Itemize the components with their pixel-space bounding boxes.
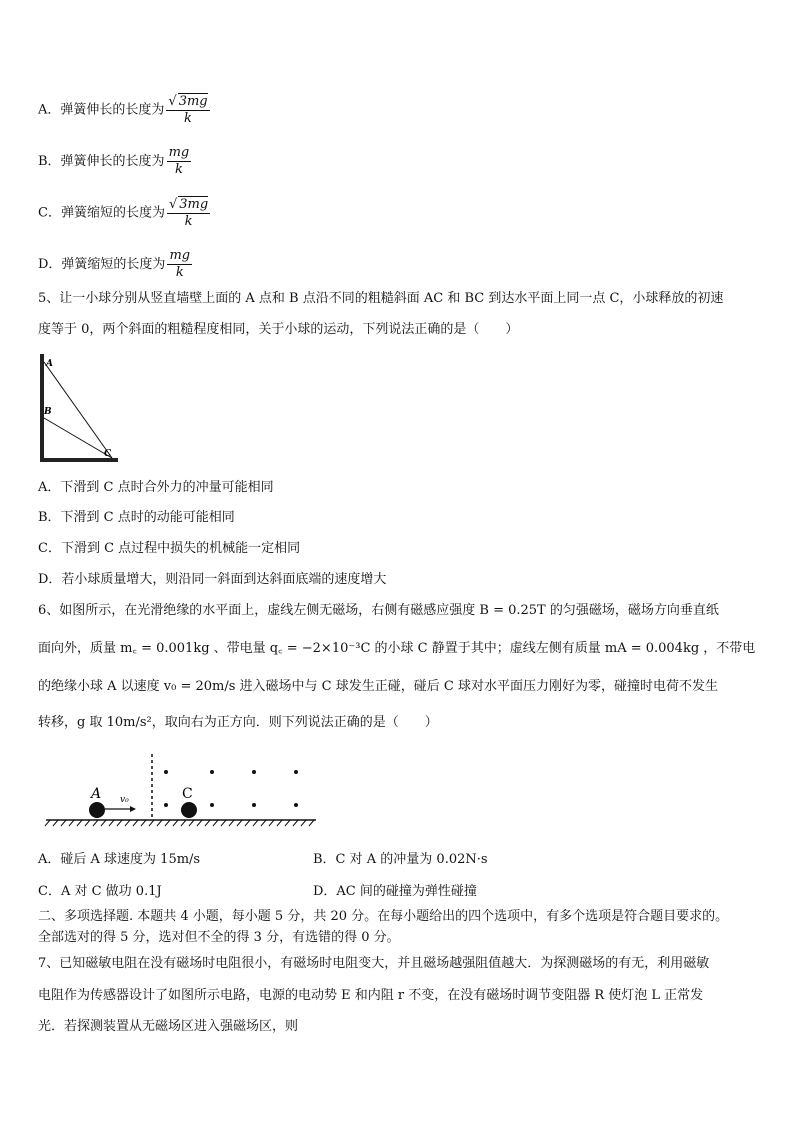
fraction <box>166 93 209 127</box>
q6-option-b: B．C 对 A 的冲量为 0.02N·s <box>313 852 488 867</box>
q4-option-b <box>38 145 191 178</box>
q7-line1: 7、已知磁敏电阻在没有磁场时电阻很小，有磁场时电阻变大，并且磁场越强阻值越大．为探测磁场的有无，利用磁敏 <box>38 956 710 971</box>
ball-c <box>181 802 197 818</box>
q5-option-a: A．下滑到 C 点时合外力的冲量可能相同 <box>38 480 274 495</box>
q6-stem-line3: 的绝缘小球 A 以速度 v₀ = 20m/s 进入磁场中与 C 球发生正碰，碰后 C 球对水平面压力刚好为零，碰撞时电荷不发生 <box>38 679 718 694</box>
section2-line2: 全部选对的得 5 分，选对但不全的得 3 分，有选错的得 0 分。 <box>38 930 400 945</box>
floor-hatching <box>45 820 314 826</box>
q4-option-d <box>38 248 192 281</box>
q6-stem-line4: 转移，g 取 10m/s²，取向右为正方向．则下列说法正确的是（ ） <box>38 715 438 730</box>
fraction <box>167 145 192 178</box>
q6-collision-figure <box>40 752 320 832</box>
q4-option-a-prefix: A．弹簧伸长的长度为 <box>38 102 165 118</box>
q5-option-c: C．下滑到 C 点过程中损失的机械能一定相同 <box>38 541 301 556</box>
point-c-label: C <box>104 449 112 459</box>
fraction-denominator: k <box>175 265 184 280</box>
q4-option-c-prefix: C．弹簧缩短的长度为 <box>38 205 165 221</box>
fraction <box>167 248 192 281</box>
ball-c-label: C <box>182 786 193 802</box>
point-b-label: B <box>44 407 52 417</box>
q7-line2: 电阻作为传感器设计了如图所示电路，电源的电动势 E 和内阻 r 不变，在没有磁场时调节变阻器 R 使灯泡 L 正常发 <box>38 988 704 1003</box>
fraction-numerator: 3mg <box>178 94 208 109</box>
velocity-arrowhead <box>130 806 136 812</box>
fraction-denominator: k <box>174 162 183 177</box>
q6-stem-line2: 面向外，质量 m꜀ = 0.001kg 、带电量 q꜀ = −2×10⁻³C 的小球 C 静置于其中；虚线左侧有质量 mA = 0.004kg ，不带电 <box>38 641 756 656</box>
ball-a-label: A <box>91 786 102 802</box>
q6-option-a: A．碰后 A 球速度为 15m/s <box>38 852 201 867</box>
incline-bc <box>44 418 112 458</box>
q5-option-d: D．若小球质量增大，则沿同一斜面到达斜面底端的速度增大 <box>38 572 387 587</box>
q5-option-b: B．下滑到 C 点时的动能可能相同 <box>38 510 235 525</box>
q5-stem-line1: 5、让一小球分别从竖直墙壁上面的 A 点和 B 点沿不同的粗糙斜面 AC 和 BC 到达水平面上同一点 C，小球释放的初速 <box>38 291 724 306</box>
incline-ac <box>44 362 112 458</box>
fraction-numerator: 3mg <box>179 197 209 212</box>
q4-option-a <box>38 93 210 127</box>
fraction-denominator: k <box>184 111 192 126</box>
q5-incline-figure <box>36 352 122 468</box>
section2-line1: 二、多项选择题. 本题共 4 小题，每小题 5 分，共 20 分。在每小题给出的四个选项中，有多个选项是符合题目要求的。 <box>38 909 729 924</box>
q4-option-c <box>38 196 210 230</box>
sqrt-symbol: √ <box>168 197 178 212</box>
q6-option-c: C．A 对 C 做功 0.1J <box>38 884 162 899</box>
q6-stem-line1: 6、如图所示，在光滑绝缘的水平面上，虚线左侧无磁场，右侧有磁感应强度 B = 0.25T 的匀强磁场，磁场方向垂直纸 <box>38 603 719 618</box>
q7-line3: 光．若探测装置从无磁场区进入强磁场区，则 <box>38 1019 299 1034</box>
ball-a <box>89 802 105 818</box>
sqrt-symbol: √ <box>168 94 177 109</box>
fraction <box>167 196 210 230</box>
fraction-denominator: k <box>184 214 193 229</box>
q4-option-d-prefix: D．弹簧缩短的长度为 <box>38 257 166 272</box>
point-a-label: A <box>46 359 53 369</box>
velocity-label: v₀ <box>120 795 129 805</box>
fraction-numerator: mg <box>168 145 190 160</box>
q5-stem-line2: 度等于 0，两个斜面的粗糙程度相同，关于小球的运动，下列说法正确的是（ ） <box>38 322 519 337</box>
q4-option-b-prefix: B．弹簧伸长的长度为 <box>38 154 165 169</box>
q6-option-d: D．AC 间的碰撞为弹性碰撞 <box>313 884 477 899</box>
fraction-numerator: mg <box>169 248 191 263</box>
